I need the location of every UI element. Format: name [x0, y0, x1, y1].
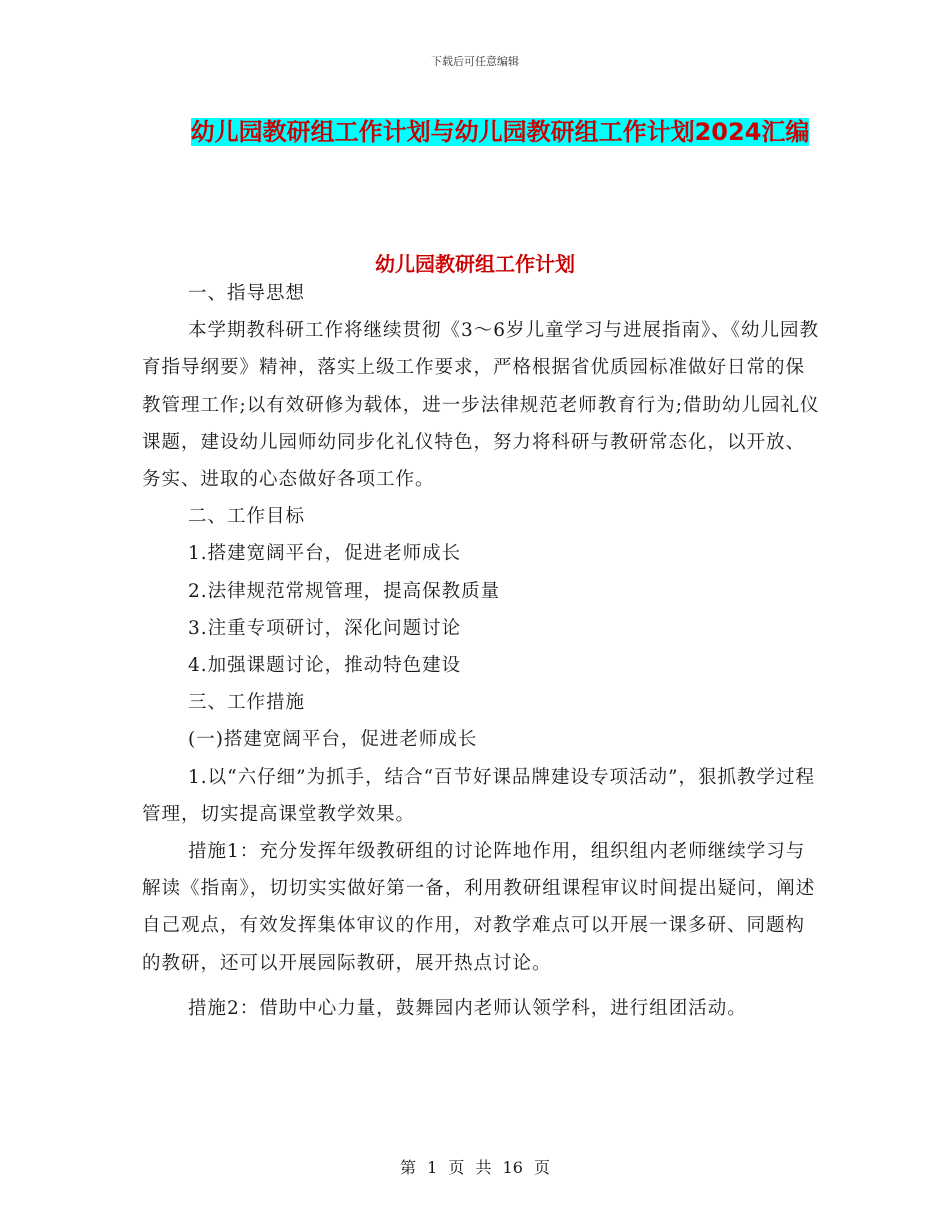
document-body: [142, 275, 822, 1027]
paragraph: 2.法律规范常规管理，提高保教质量: [188, 580, 501, 602]
document-title: [190, 110, 810, 154]
paragraph: 一、指导思想: [188, 283, 306, 304]
section-title: 幼儿园教研组工作计划: [375, 252, 575, 276]
document-title-text: 幼儿园教研组工作计划与幼儿园教研组工作计划2024汇编: [190, 118, 810, 146]
paragraph: 1.搭建宽阔平台，促进老师成长: [188, 543, 462, 565]
paragraph: 措施2：借助中心力量，鼓舞园内老师认领学科，进行组团活动。: [188, 997, 747, 1019]
paragraph: 措施1：充分发挥年级教研组的讨论阵地作用，组织组内老师继续学习与解读《指南》，切切实实做好第一备，利用教研组课程审议时间提出疑问，阐述自己观点，有效发挥集体审议的作用，对教学难点可以开展一课多研、同题构的教研，还可以开展园际教研，展开热点讨论。: [142, 841, 816, 974]
paragraph: (一)搭建宽阔平台，促进老师成长: [188, 729, 478, 751]
page-footer: 第 1 页 共 16 页: [400, 1158, 550, 1177]
paragraph: 1.以“六仔细”为抓手，结合“百节好课品牌建设专项活动”，狠抓教学过程管理，切实提高课堂教学效果。: [142, 766, 815, 825]
paragraph: 三、工作措施: [188, 692, 306, 714]
paragraph: 本学期教科研工作将继续贯彻《3～6岁儿童学习与进展指南》、《幼儿园教育指导纲要》精神，落实上级工作要求，严格根据省优质园标准做好日常的保教管理工作;以有效研修为载体，进一步法律规范老师教育行为;借助幼儿园礼仪课题，建设幼儿园师幼同步化礼仪特色，努力将科研与教研常态化，以开放、务实、进取的心态做好各项工作。: [142, 320, 820, 491]
paragraph: 4.加强课题讨论，推动特色建设: [188, 655, 462, 677]
header-note: 下载后可任意编辑: [431, 55, 519, 68]
paragraph: 3.注重专项研讨，深化问题讨论: [188, 617, 462, 639]
paragraph: 二、工作目标: [188, 506, 306, 528]
